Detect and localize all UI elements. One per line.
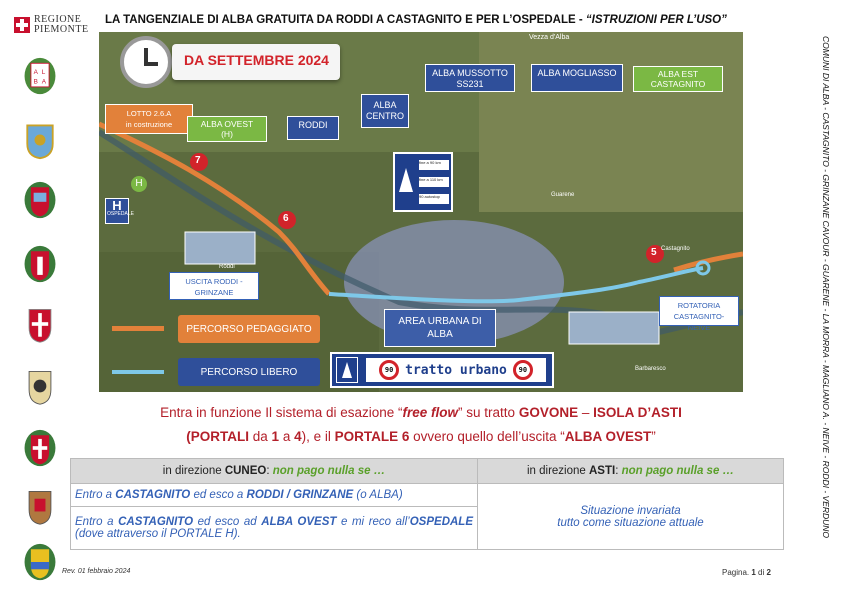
alba-ovest-label xyxy=(187,116,267,142)
crest-roddi-icon xyxy=(22,486,58,526)
roddi-town-label: Roddi xyxy=(219,264,235,270)
alba-est-label-sub: CASTAGNITO xyxy=(650,79,706,89)
header-asti: in direzione ASTI: non pago nulla se … xyxy=(478,459,784,484)
h-green-marker: H xyxy=(131,176,147,192)
crest-castagnito-icon xyxy=(22,120,58,160)
region-name-line2: PIEMONTE xyxy=(34,24,89,35)
barbaresco-label: Barbaresco xyxy=(635,366,666,372)
header-cuneo: in direzione CUNEO: non pago nulla se … xyxy=(71,459,478,484)
alba-est-label xyxy=(633,66,723,92)
lotto-label xyxy=(105,104,193,134)
speed-limit-left-icon: 90 xyxy=(379,360,399,380)
table-row xyxy=(71,484,784,507)
hospital-letter: H xyxy=(112,198,122,213)
hospital-sub: OSPEDALE xyxy=(107,211,134,217)
info-line2: (PORTALI da 1 a 4), e il PORTALE 6 ovvero quello dell’uscita “ALBA OVEST” xyxy=(186,429,656,444)
roddi-label: RODDI xyxy=(287,116,339,140)
legend-free-route: PERCORSO LIBERO xyxy=(178,358,320,386)
alba-mussotto-label: ALBA MUSSOTTO SS231 xyxy=(425,64,515,92)
alba-centro-label: ALBA CENTRO xyxy=(361,94,409,128)
hospital-icon xyxy=(105,198,134,224)
uscita-label: USCITA RODDI - GRINZANE xyxy=(169,272,259,300)
page-number: Pagina. 1 di 2 xyxy=(722,568,771,577)
rotatoria-label: ROTATORIA CASTAGNITO-NEIVE xyxy=(659,296,739,326)
municipalities-text: COMUNI DI ALBA - CASTAGNITO - GRINZANE CAVOUR - GUARENE - LA MORRA - MAGLIANO A. - NEIVE - RODDI - VERDUNO xyxy=(821,36,831,539)
direction-table xyxy=(70,458,784,550)
portal-6-label: 6 xyxy=(283,213,289,224)
motorway-sign xyxy=(393,152,453,212)
cuneo-case-1: Entro a CASTAGNITO ed esco a RODDI / GRINZANE (o ALBA) xyxy=(71,484,478,507)
crest-alba-icon xyxy=(22,56,58,96)
legend-toll-line xyxy=(112,326,164,331)
alba-ovest-label-title: ALBA OVEST xyxy=(200,119,254,129)
piemonte-flag-icon xyxy=(14,17,30,33)
lotto-label-title: LOTTO 2.6.A xyxy=(126,109,172,118)
alba-ovest-label-sub: (H) xyxy=(221,129,233,139)
cuneo-case-2: Entro a CASTAGNITO ed esco ad ALBA OVEST e mi reco all’OSPEDALE (dove attraverso il PORTALE H). xyxy=(71,507,478,550)
svg-text:A: A xyxy=(41,78,47,86)
svg-text:L: L xyxy=(41,69,46,77)
crest-la-morra-icon xyxy=(22,304,58,344)
asti-case-line1: Situazione invariata xyxy=(580,504,681,517)
title-main: LA TANGENZIALE DI ALBA GRATUITA DA RODDI A CASTAGNITO E PER L’OSPEDALE - xyxy=(105,14,586,26)
crest-magliano-icon xyxy=(22,366,58,406)
crest-neive-icon xyxy=(22,428,58,468)
svg-text:A: A xyxy=(33,69,38,77)
motorway-icon xyxy=(395,154,417,210)
clock-icon xyxy=(120,36,172,88)
urban-area-label: AREA URBANA DI ALBA xyxy=(384,309,496,347)
svg-text:B: B xyxy=(33,78,38,86)
motorway-icon xyxy=(336,357,358,383)
page-title xyxy=(105,14,727,26)
sign-line1: fine a 90 km xyxy=(419,160,449,170)
legend-toll-route: PERCORSO PEDAGGIATO xyxy=(178,315,320,343)
asti-case-line2: tutto come situazione attuale xyxy=(557,516,704,529)
guarene-label: Guarene xyxy=(551,192,575,198)
portal-5-label: 5 xyxy=(651,247,657,258)
alba-mogliasso-label: ALBA MOGLIASSO xyxy=(531,64,623,92)
crest-guarene-icon xyxy=(22,244,58,284)
vertical-municipalities xyxy=(819,36,833,546)
asti-case xyxy=(478,484,784,550)
crest-verduno-icon xyxy=(22,542,58,582)
crest-grinzane-icon xyxy=(22,180,58,220)
regione-piemonte-logo xyxy=(14,12,90,38)
title-italic: “ISTRUZIONI PER L’USO” xyxy=(585,14,727,26)
sign-line2: fine a 110 km xyxy=(419,177,449,187)
region-name-line1: REGIONE xyxy=(34,14,82,25)
table-header-row xyxy=(71,459,784,484)
revision-date: Rev. 01 febbraio 2024 xyxy=(62,568,131,575)
legend-free-line xyxy=(112,370,164,374)
lotto-label-sub: in costruzione xyxy=(125,120,173,129)
date-banner-text: DA SETTEMBRE 2024 xyxy=(184,52,329,68)
castagnito-label: Castagnito xyxy=(661,246,690,252)
vezza-label: Vezza d'Alba xyxy=(529,34,570,41)
portal-7-label: 7 xyxy=(195,155,201,166)
alba-est-label-title: ALBA EST xyxy=(657,69,699,79)
tratto-urbano-text: tratto urbano xyxy=(405,362,507,378)
speed-limit-right-icon: 90 xyxy=(513,360,533,380)
sign-line3: 90 autostop xyxy=(419,194,449,204)
tratto-urbano-sign xyxy=(330,352,554,388)
info-line1: Entra in funzione Il sistema di esazione “free flow” su tratto GOVONE – ISOLA D’ASTI xyxy=(160,405,682,420)
